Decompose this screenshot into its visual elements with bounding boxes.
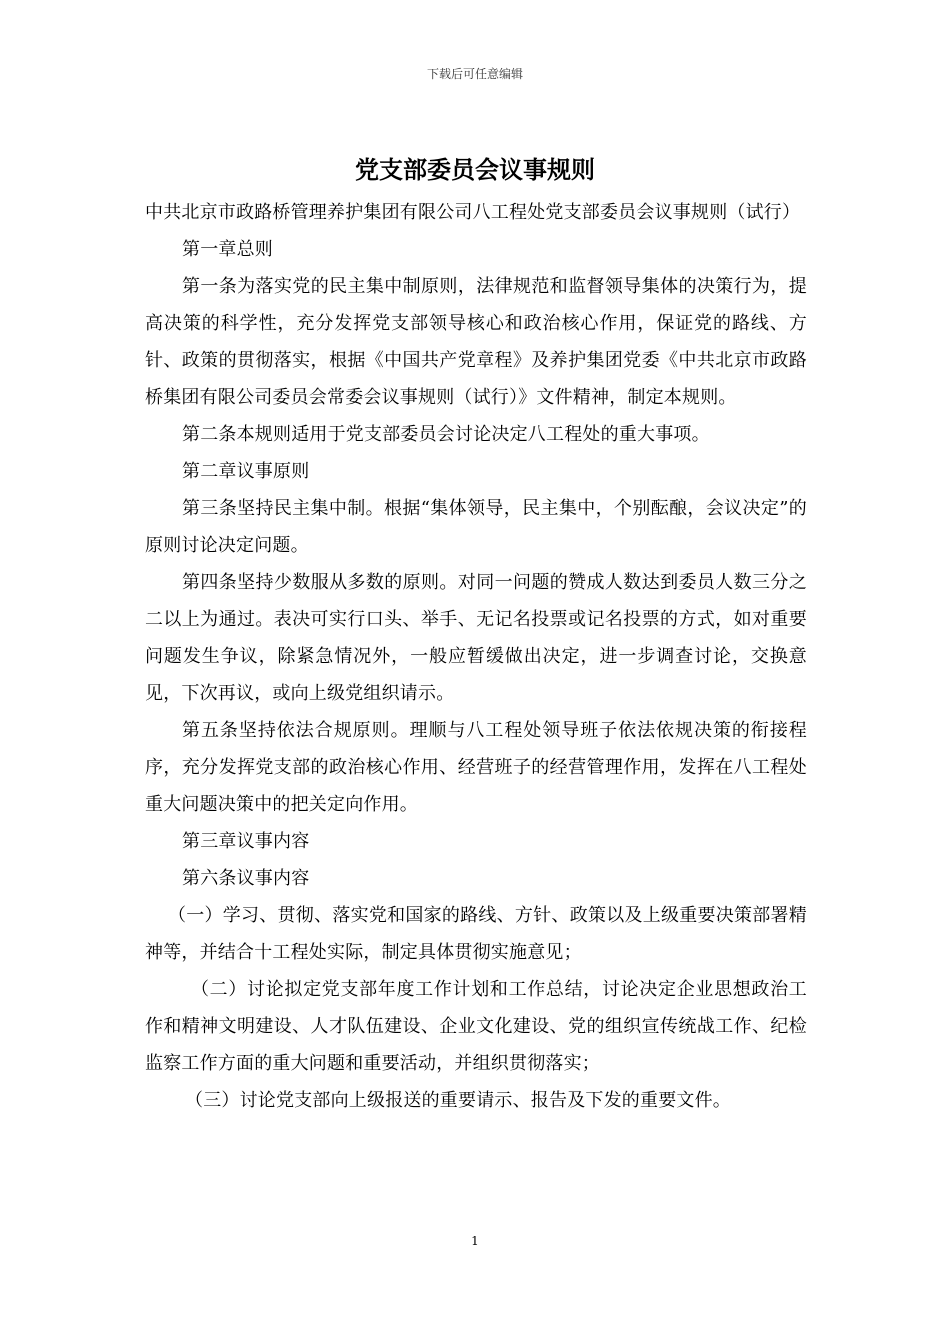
chapter-heading: 第三章议事内容 <box>182 831 310 852</box>
list-item: （一）学习、贯彻、落实党和国家的路线、方针、政策以及上级重要决策部署精神等，并结合十工程处实际，制定具体贯彻实施意见； <box>145 905 807 963</box>
header-note: 下载后可任意编辑 <box>426 67 523 81</box>
article-paragraph: 第六条议事内容 <box>182 868 310 889</box>
article-paragraph: 第三条坚持民主集中制。根据“集体领导，民主集中，个别酝酿，会议决定”的原则讨论决定问题。 <box>145 498 807 556</box>
chapter-heading: 第一章总则 <box>182 239 273 260</box>
list-item: （二）讨论拟定党支部年度工作计划和工作总结，讨论决定企业思想政治工作和精神文明建设、人才队伍建设、企业文化建设、党的组织宣传统战工作、纪检监察工作方面的重大问题和重要活动，并组织贯彻落实； <box>145 979 807 1074</box>
article-paragraph: 第二条本规则适用于党支部委员会讨论决定八工程处的重大事项。 <box>182 424 710 445</box>
document-body <box>145 194 807 1119</box>
article-paragraph: 第一条为落实党的民主集中制原则，法律规范和监督领导集体的决策行为，提高决策的科学性，充分发挥党支部领导核心和政治核心作用，保证党的路线、方针、政策的贯彻落实，根据《中国共产党章程》及养护集团党委《中共北京市政路桥集团有限公司委员会常委会议事规则（试行）》文件精神，制定本规则。 <box>145 276 807 408</box>
chapter-heading: 第二章议事原则 <box>182 461 310 482</box>
article-paragraph: 第五条坚持依法合规原则。理顺与八工程处领导班子依法依规决策的衔接程序，充分发挥党支部的政治核心作用、经营班子的经营管理作用，发挥在八工程处重大问题决策中的把关定向作用。 <box>145 720 807 815</box>
list-item: （三）讨论党支部向上级报送的重要请示、报告及下发的重要文件。 <box>185 1090 731 1111</box>
document-title: 党支部委员会议事规则 <box>355 155 595 184</box>
subtitle-paragraph: 中共北京市政路桥管理养护集团有限公司八工程处党支部委员会议事规则（试行） <box>145 202 801 223</box>
article-paragraph: 第四条坚持少数服从多数的原则。对同一问题的赞成人数达到委员人数三分之二以上为通过。表决可实行口头、举手、无记名投票或记名投票的方式，如对重要问题发生争议，除紧急情况外，一般应暂缓做出决定，进一步调查讨论，交换意见，下次再议，或向上级党组织请示。 <box>145 572 807 704</box>
page-number: 1 <box>471 1234 479 1248</box>
